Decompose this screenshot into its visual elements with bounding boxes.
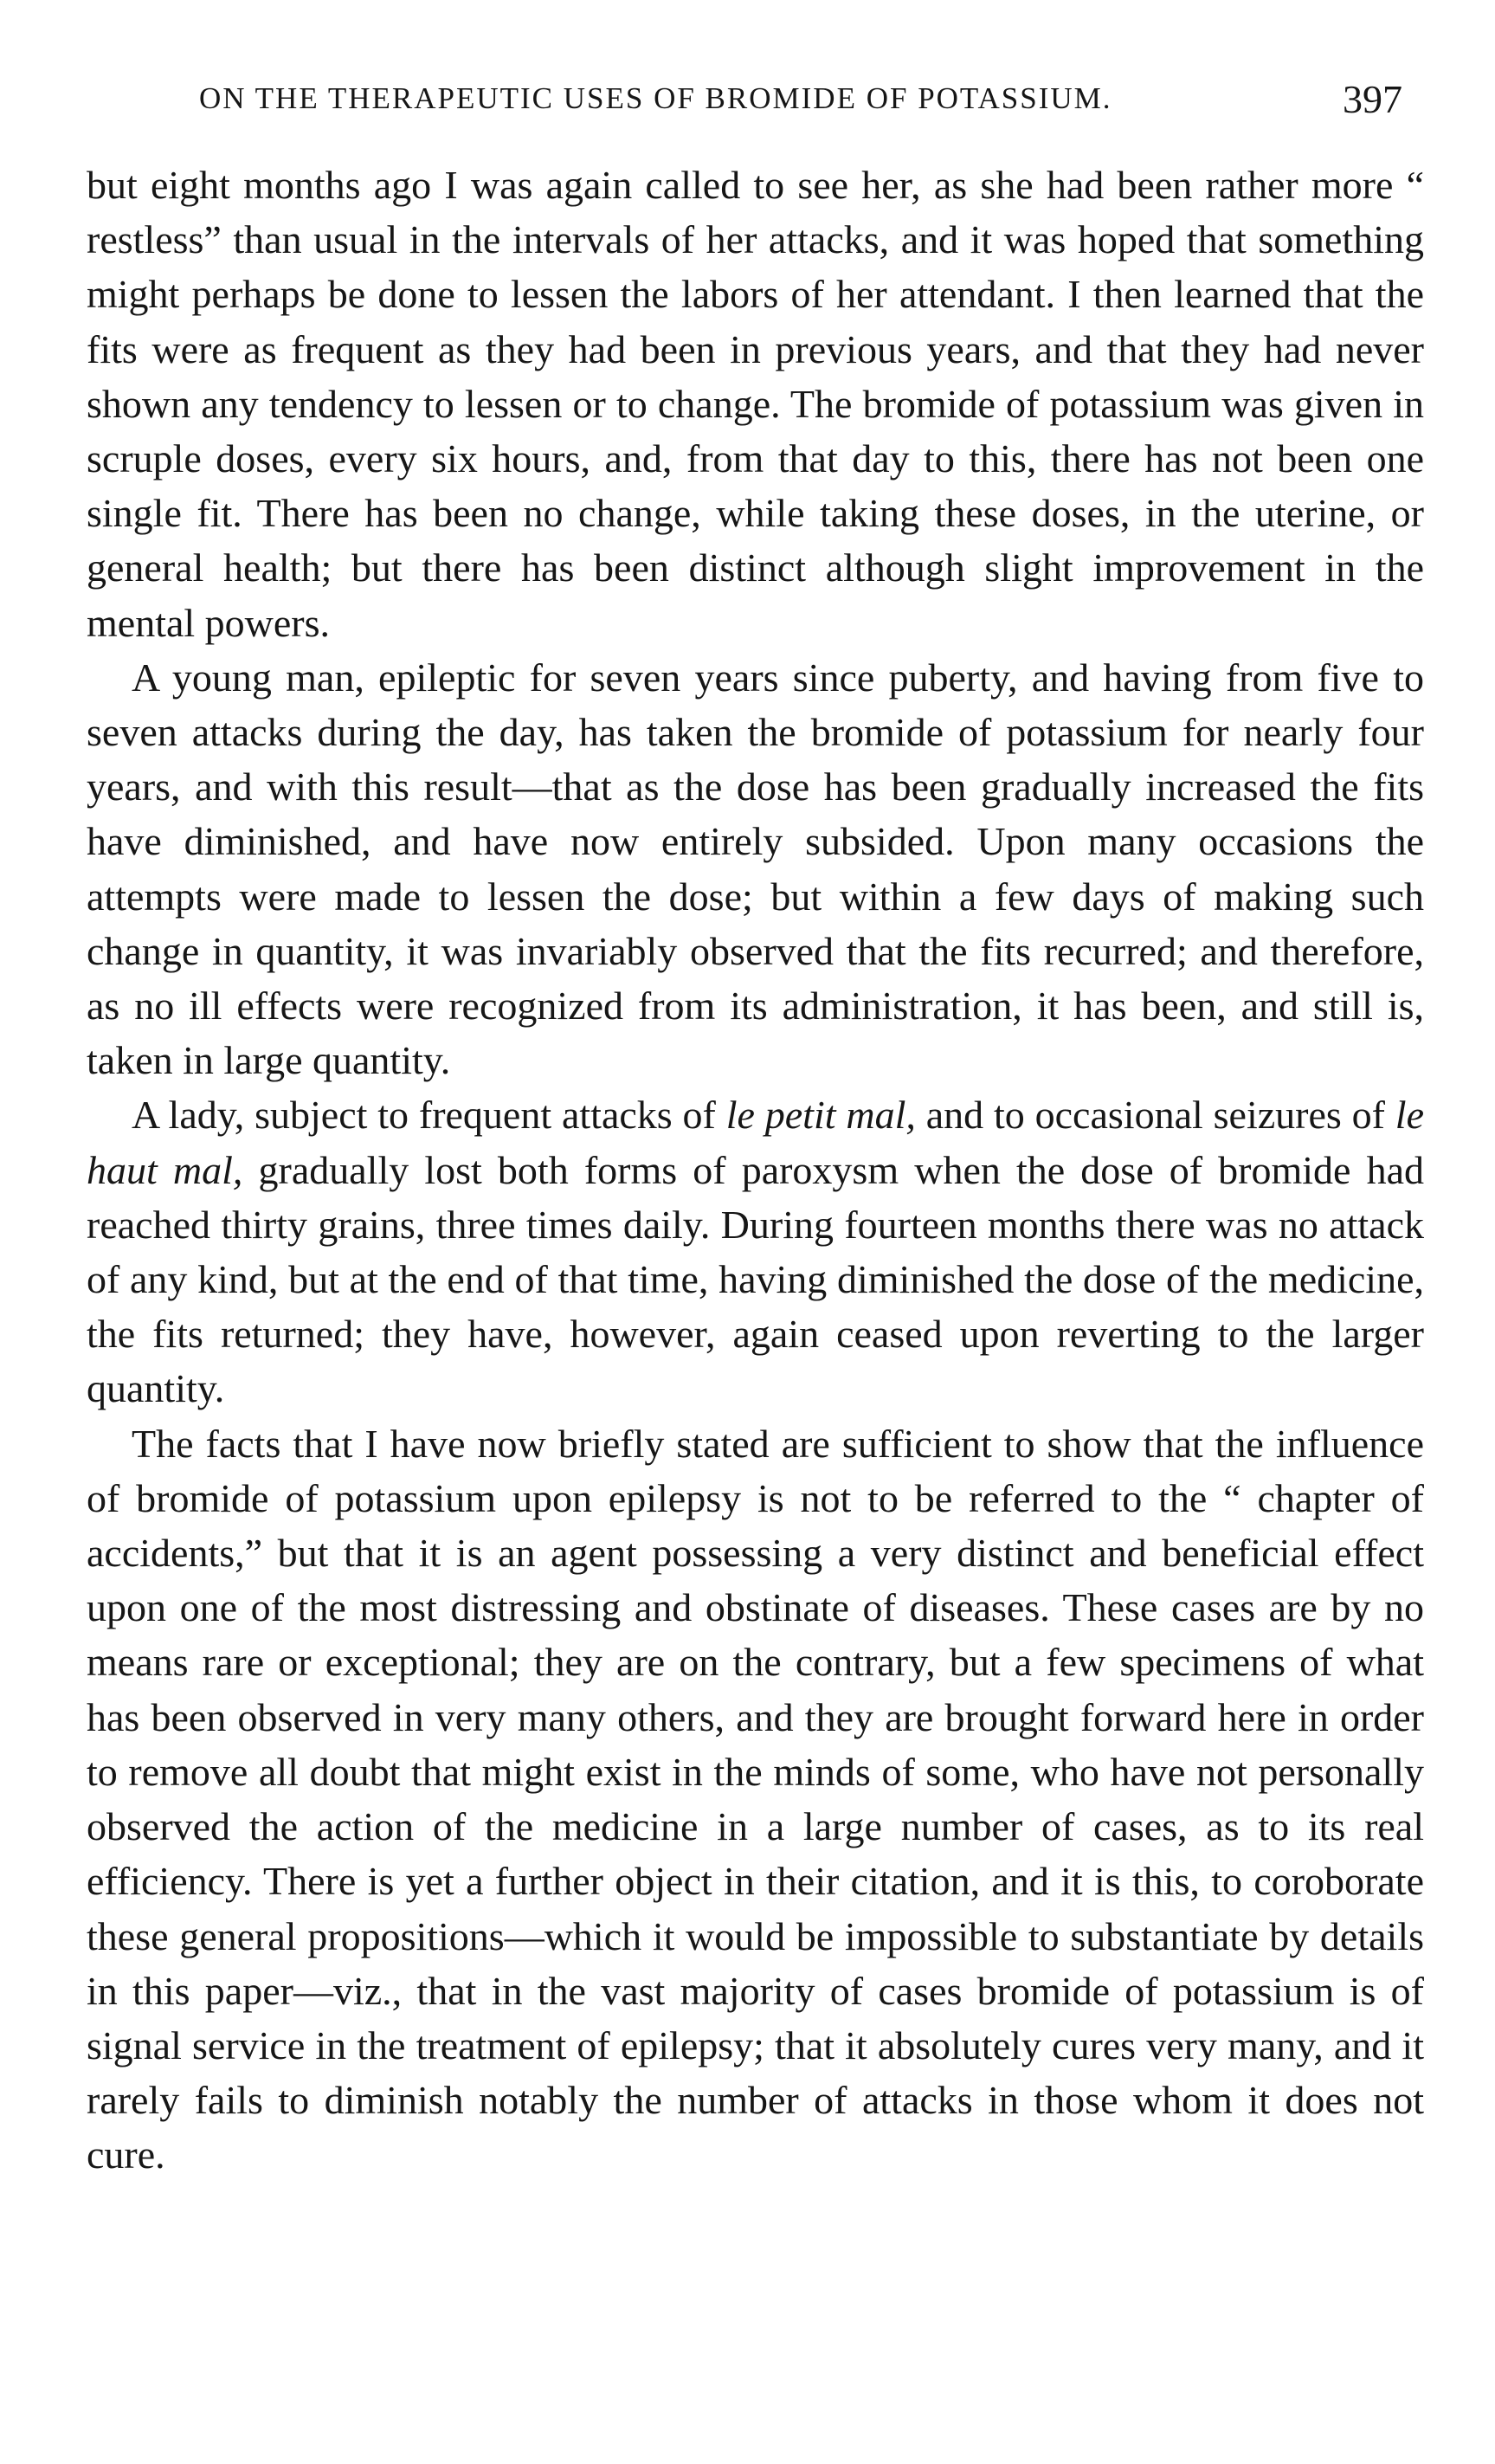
italic-term: le petit mal,	[725, 1093, 916, 1138]
paragraph-text: A lady, subject to frequent attacks of	[132, 1093, 726, 1138]
paragraph-continuation: but eight months ago I was again called to see her, as she had been rather more “ restless” than usual in the intervals of her attacks, and it was hoped that something might perhaps be done to lessen the labors of her attendant. I then learned that the fits were as frequent as they had been in previous years, and that they had never shown any tendency to lessen or to change. The bromide of potassium was given in scruple doses, every six hours, and, from that day to this, there has not been one single fit. There has been no change, while taking these doses, in the uterine, or general health; but there has been distinct although slight improvement in the mental powers.	[87, 163, 1424, 645]
italic-term: le haut mal,	[87, 1093, 1424, 1192]
paragraph-young-man-case: A young man, epileptic for seven years since puberty, and having from five to seven attacks during the day, has taken the bromide of potassium for nearly four years, and with this result—that as the dose has been gradually increased the fits have diminished, and have now entirely subsided. Upon many occasions the attempts were made to lessen the dose; but within a few days of making such change in quantity, it was invariably observed that the fits recurred; and therefore, as no ill effects were recognized from its administration, it has been, and still is, taken in large quantity.	[87, 655, 1424, 1083]
paragraph-lady-case	[87, 1087, 1424, 1416]
running-head	[199, 76, 1402, 128]
paragraph-text: gradually lost both forms of paroxysm when the dose of bromide had reached thirty grains, three times daily. During fourteen months there was no attack of any kind, but at the end of that time, having diminished the dose of the medicine, the fits returned; they have, however, again ceased upon reverting to the larger quantity.	[87, 1147, 1424, 1411]
paragraph-conclusion: The facts that I have now briefly stated are sufficient to show that the influence of bromide of potassium upon epilepsy is not to be referred to the “ chapter of accidents,” but that it is an agent possessing a very distinct and beneficial effect upon one of the most distressing and obstinate of diseases. These cases are by no means rare or exceptional; they are on the contrary, but a few specimens of what has been observed in very many others, and they are brought forward here in order to remove all doubt that might exist in the minds of some, who have not personally observed the action of the medicine in a large number of cases, as to its real efficiency. There is yet a further object in their citation, and it is this, to coroborate these general propositions—which it would be impossible to substantiate by details in this paper—viz., that in the vast majority of cases bromide of potassium is of signal service in the treatment of epilepsy; that it absolutely cures very many, and it rarely fails to diminish notably the number of attacks in those whom it does not cure.	[87, 1421, 1424, 2177]
body-text	[87, 158, 1424, 2183]
running-title: ON THE THERAPEUTIC USES OF BROMIDE OF POTASSIUM.	[199, 81, 1112, 115]
page-number: 397	[1343, 77, 1402, 121]
paragraph-text: and to occasional seizures of	[915, 1093, 1395, 1138]
